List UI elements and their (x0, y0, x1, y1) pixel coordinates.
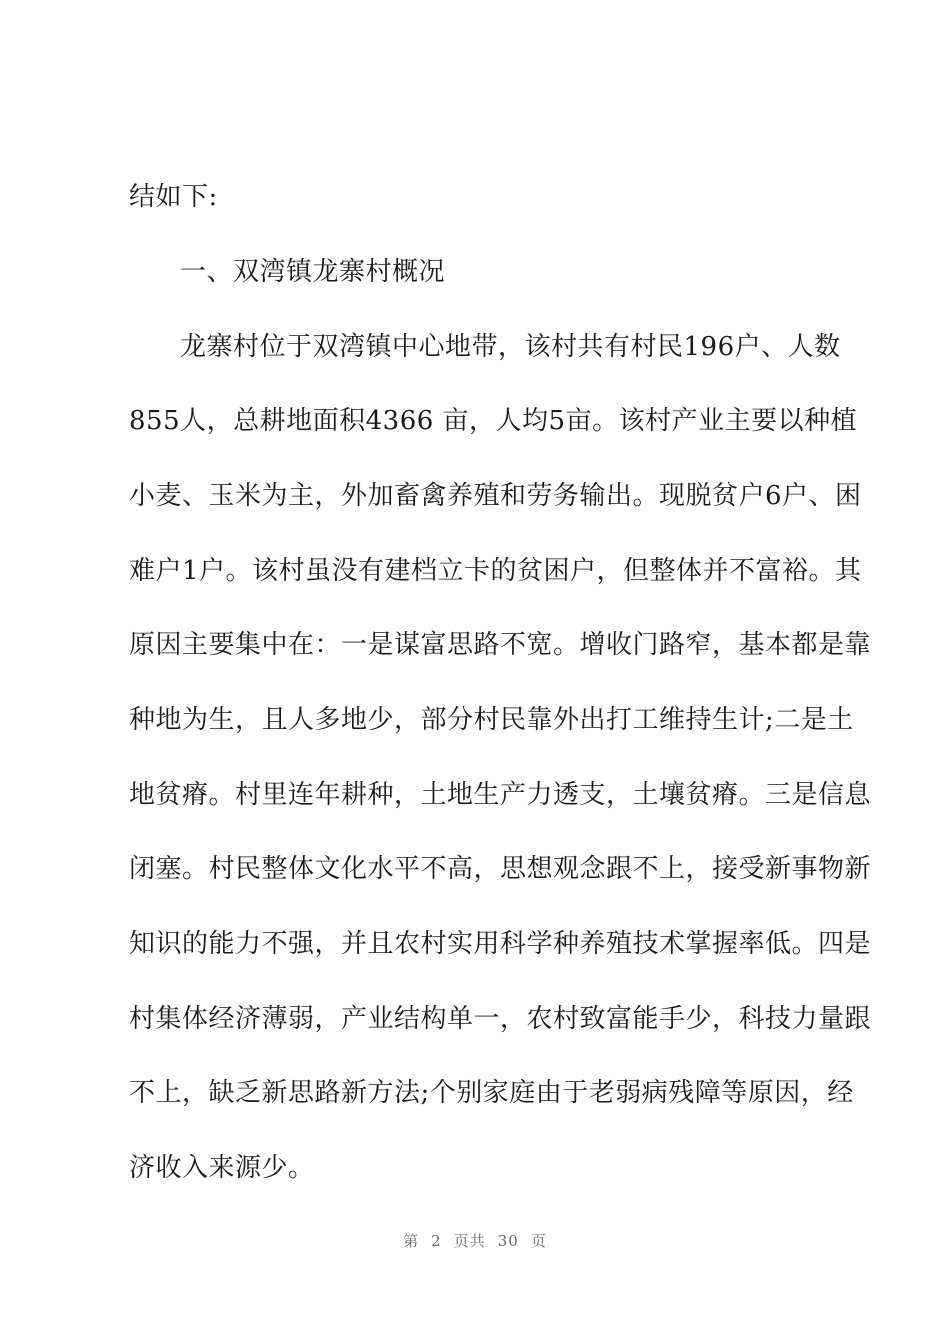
footer-middle: 页共 (453, 1232, 486, 1250)
text-line: 村集体经济薄弱，产业结构单一，农村致富能手少，科技力量跟 (129, 1004, 872, 1034)
text-line: 855人，总耕地面积4366 亩，人均5亩。该村产业主要以种植 (129, 406, 858, 436)
text-line: 小麦、玉米为主，外加畜禽养殖和劳务输出。现脱贫户6户、困 (129, 481, 862, 511)
text-line: 难户1户。该村虽没有建档立卡的贫困户，但整体并不富裕。其 (129, 556, 862, 586)
text-line: 龙寨村位于双湾镇中心地带，该村共有村民196户、人数 (180, 332, 841, 362)
page-footer (0, 1230, 950, 1251)
footer-prefix: 第 (403, 1232, 420, 1250)
footer-page-number: 2 (431, 1232, 442, 1250)
text-line: 结如下: (129, 182, 218, 212)
text-line: 知识的能力不强，并且农村实用科学种养殖技术掌握率低。四是 (129, 929, 872, 959)
text-line: 地贫瘠。村里连年耕种，土地生产力透支，土壤贫瘠。三是信息 (129, 780, 872, 810)
section-heading: 一、双湾镇龙寨村概况 (180, 257, 446, 287)
text-line: 闭塞。村民整体文化水平不高，思想观念跟不上，接受新事物新 (129, 854, 872, 884)
text-line: 原因主要集中在：一是谋富思路不宽。增收门路窄，基本都是靠 (129, 630, 872, 660)
footer-total-pages: 30 (497, 1232, 519, 1250)
text-line: 济收入来源少。 (129, 1153, 315, 1183)
footer-suffix: 页 (530, 1232, 547, 1250)
text-line: 不上，缺乏新思路新方法;个别家庭由于老弱病残障等原因，经 (129, 1078, 854, 1108)
text-line: 种地为生，且人多地少，部分村民靠外出打工维持生计;二是土 (129, 705, 854, 735)
